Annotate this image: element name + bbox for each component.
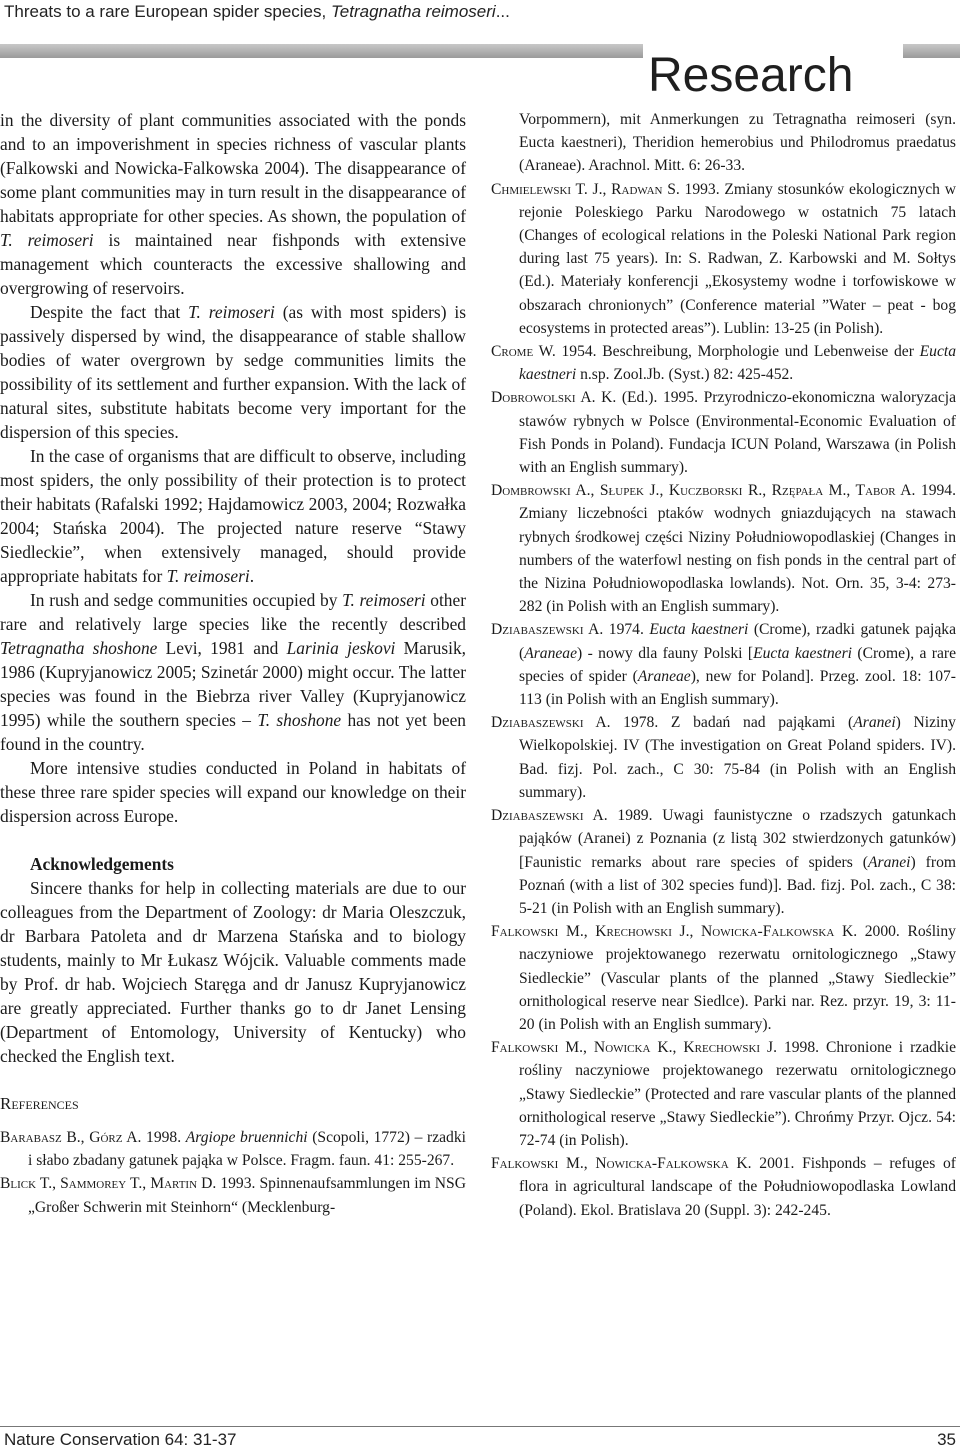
page-number: 35: [937, 1430, 956, 1449]
reference-item: Barabasz B., Górz A. 1998. Argiope bruennichi (Scopoli, 1772) – rzadki i słabo zbadany gatunek pająka w Polsce. Fragm. faun. 41: 255-267.: [0, 1129, 466, 1170]
running-head-species: Tetragnatha reimoseri: [330, 2, 496, 21]
section-header-band: [0, 40, 960, 102]
acknowledgements-text: Sincere thanks for help in collecting materials are due to our colleagues from the Department of Zoology: dr Maria Oleszczuk, dr Barbara Patoleta and dr Marzena Stańska and to biology students, mainly to Mr Łukasz Wójcik. Valuable comments made by Prof. dr hab. Wojciech Staręga and dr Janusz Kupryjanowicz are greatly appreciated. Further thanks go to dr Janet Lensing (Department of Entomology, University of Kentucky) who checked the English text.: [0, 878, 466, 1066]
header-bar-right: [903, 44, 960, 58]
reference-item: Dziabaszewski A. 1974. Eucta kaestneri (Crome), rzadki gatunek pająka (Araneae) - nowy dla fauny Polski [Eucta kaestneri (Crome), a rare species of spider (Araneae), new for Poland]. Przeg. zool. 18: 107-113 (in Polish with an English summary).: [491, 621, 956, 709]
header-bar-left: [0, 44, 643, 58]
reference-item: Dziabaszewski A. 1978. Z badań nad pająkami (Aranei) Niziny Wielkopolskiej. IV (The investigation on Great Poland spiders. IV). Bad. fizj. Pol. zach., C 30: 75-84 (in Polish with an English summary).: [491, 714, 956, 801]
reference-item: Dziabaszewski A. 1989. Uwagi faunistyczne o rzadszych gatunkach pająków (Aranei) z Poznania (z listą 302 stwierdzonych gatunków) [Faunistic remarks about rare species of spiders (Aranei) from Poznań (with a list of 302 species fund)]. Bad. fizj. Pol. zach., C 38: 5-21 (in Polish with an English summary).: [491, 807, 956, 917]
reference-item: Falkowski M., Nowicka-Falkowska K. 2001. Fishponds – refuges of flora in agricultural landscape of the Południowopodlaska Lowland (Poland). Ekol. Bratislava 20 (Suppl. 3): 242-245.: [491, 1155, 956, 1219]
reference-item: Dombrowski A., Słupek J., Kuczborski R., Rzępała M., Tabor A. 1994. Zmiany liczebności ptaków wodnych gniazdujących na stawach rybnych środkowej części Niziny Południowopodlaskiej (Changes in numbers of the waterfowl nesting on fish ponds in the central part of the Nizina Południowopodlaska lowlands). Not. Orn. 35, 3-4: 273-282 (in Polish with an English summary).: [491, 482, 956, 616]
reference-item: Falkowski M., Nowicka K., Krechowski J. 1998. Chronione i rzadkie rośliny naczyniowe projektowanego rezerwatu ornitologicznego „Stawy Siedleckie” (Protected and rare vascular plants of the planned ornithological reserve „Stawy Siedleckie”). Chrońmy Przyr. Ojcz. 54: 72-74 (in Polish).: [491, 1039, 956, 1149]
body-paragraph: in the diversity of plant communities associated with the ponds and to an impoverishment in species richness of vascular plants (Falkowski and Nowicka-Falkowska 2004). The disappearance of some plant communities may in turn result in the disappearance of habitats appropriate for other species. As shown, the population of T. reimoseri is maintained near fishponds with extensive management which counteracts the excessive shallowing and overgrowing of reservoirs.: [0, 110, 466, 298]
footer-rule: [0, 1426, 960, 1427]
reference-item: Falkowski M., Krechowski J., Nowicka-Falkowska K. 2000. Rośliny naczyniowe projektowanego rezerwatu ornitologicznego „Stawy Siedleckie” (Vascular plants of the planned „Stawy Siedleckie” ornithological reserve near Siedlce). Parki nar. Rez. przyr. 19, 3: 11-20 (in Polish with an English summary).: [491, 923, 956, 1033]
body-paragraph: In the case of organisms that are difficult to observe, including most spiders, the only possibility of their protection is to protect their habitats (Rafalski 1992; Hajdamowicz 2003, 2004; Rozwałka 2004; Stańska 2004). The projected nature reserve “Stawy Siedleckie”, when extensively managed, should provide appropriate habitats for T. reimoseri.: [0, 446, 466, 586]
body-paragraph: In rush and sedge communities occupied by T. reimoseri other rare and relatively large species like the recently described Tetragnatha shoshone Levi, 1981 and Larinia jeskovi Marusik, 1986 (Kupryjanowicz 2005; Szinetár 2000) might occur. The latter species was found in the Biebrza river Valley (Kupryjanowicz 1995) while the southern species – T. shoshone has not yet been found in the country.: [0, 590, 466, 754]
reference-item: Crome W. 1954. Beschreibung, Morphologie und Lebenweise der Eucta kaestneri n.sp. Zool.Jb. (Syst.) 82: 425-452.: [491, 343, 957, 384]
reference-item: Chmielewski T. J., Radwan S. 1993. Zmiany stosunków ekologicznych w rejonie Poleskiego Parku Narodowego w ostatnich 75 latach (Changes of ecological relations in the Poleski National Park region during last 75 years). In: S. Radwan, Z. Karbowski and M. Sołtys (Ed.). Materiały konferencji „Ekosystemy wodne i torfowiskowe w obszarach chronionych” (Conference material ”Water – peat - bog ecosystems in protected areas”). Lublin: 13-25 (in Polish).: [491, 180, 956, 337]
body-paragraph: More intensive studies conducted in Poland in habitats of these three rare spider species will expand our knowledge on their dispersion across Europe.: [0, 758, 466, 826]
reference-item-continued: Vorpommern), mit Anmerkungen zu Tetragnatha reimoseri (syn. Eucta kaestneri), Theridion hemerobius und Philodromus praedatus (Araneae). Arachnol. Mitt. 6: 26-33.: [519, 111, 956, 175]
references-heading: References: [0, 1094, 79, 1113]
reference-item: Blick T., Sammorey T., Martin D. 1993. Spinnenaufsammlungen im NSG „Großer Schwerin mit Steinhorn“ (Mecklenburg-: [0, 1175, 466, 1216]
acknowledgements-heading: Acknowledgements: [30, 854, 174, 874]
left-column: [0, 108, 466, 1219]
body-paragraph: Despite the fact that T. reimoseri (as with most spiders) is passively dispersed by wind, the disappearance of stable shallow bodies of water overgrown by sedge communities limits the possibility of its settlement and further expansion. With the lack of natural sites, substitute habitats become very important for the dispersion of this species.: [0, 302, 466, 442]
reference-item: Dobrowolski A. K. (Ed.). 1995. Przyrodniczo-ekonomiczna waloryzacja stawów rybnych w Polsce (Environmental-Economic Evaluation of Fish Ponds in Poland). Fundacja ICUN Poland, Warszawa (in Polish with an English summary).: [491, 389, 956, 477]
running-head: Threats to a rare European spider species, Tetragnatha reimoseri...: [4, 2, 510, 21]
right-column: [491, 108, 956, 1222]
footer-journal: Nature Conservation 64: 31-37: [4, 1430, 237, 1449]
section-label: Research: [648, 49, 854, 102]
